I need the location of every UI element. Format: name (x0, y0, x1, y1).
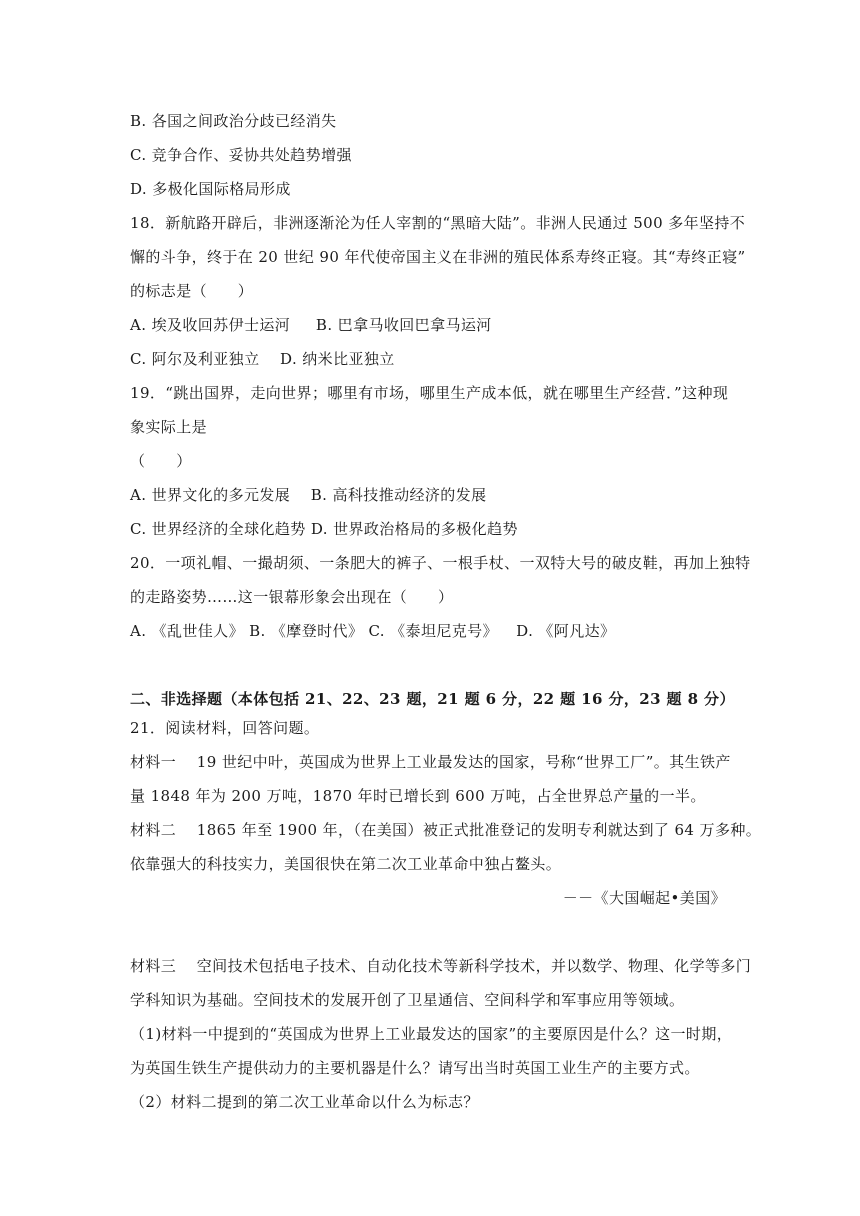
q19-stem-line-3: （ ） (130, 452, 192, 470)
material-3-line-2: 学科知识为基础。空间技术的发展开创了卫星通信、空间科学和军事应用等领域。 (130, 991, 685, 1009)
sub-question-2: （2）材料二提到的第二次工业革命以什么为标志？ (130, 1093, 479, 1111)
q18-options-ab: A. 埃及收回苏伊士运河 B. 巴拿马收回巴拿马运河 (130, 316, 492, 334)
material-3-line-1: 材料三 空间技术包括电子技术、自动化技术等新科学技术，并以数学、物理、化学等多门 (130, 957, 752, 975)
q18-options-cd: C. 阿尔及利亚独立 D. 纳米比亚独立 (130, 350, 395, 368)
q20-options: A. 《乱世佳人》 B. 《摩登时代》 C. 《泰坦尼克号》 D. 《阿凡达》 (130, 622, 616, 640)
q18-stem-line-3: 的标志是（ ） (130, 282, 254, 300)
material-1-line-2: 量 1848 年为 200 万吨，1870 年时已增长到 600 万吨，占全世界总产量的一半。 (130, 787, 706, 805)
q20-stem-line-1: 20．一项礼帽、一撮胡须、一条肥大的裤子、一根手杖、一双特大号的破皮鞋，再加上独特 (130, 554, 751, 572)
material-2-source: －－《大国崛起•美国》 (562, 889, 726, 907)
q19-stem-line-2: 象实际上是 (130, 418, 208, 436)
q18-stem-line-1: 18．新航路开辟后，非洲逐渐沦为任人宰割的“黑暗大陆”。非洲人民通过 500 多年坚持不 (130, 214, 746, 232)
sub-question-1-line-2: 为英国生铁生产提供动力的主要机器是什么？请写出当时英国工业生产的主要方式。 (130, 1059, 700, 1077)
q17-option-c: C. 竞争合作、妥协共处趋势增强 (130, 146, 352, 164)
q21-stem: 21．阅读材料，回答问题。 (130, 719, 320, 737)
q17-option-d: D. 多极化国际格局形成 (130, 180, 291, 198)
q19-stem-line-1: 19．“跳出国界，走向世界；哪里有市场，哪里生产成本低，就在哪里生产经营．”这种现 (130, 384, 729, 402)
q19-options-cd: C. 世界经济的全球化趋势 D. 世界政治格局的多极化趋势 (130, 520, 518, 538)
q19-options-ab: A. 世界文化的多元发展 B. 高科技推动经济的发展 (130, 486, 487, 504)
section-2-heading: 二、非选择题（本体包括 21、22、23 题，21 题 6 分，22 题 16 分，23 题 8 分） (130, 690, 735, 708)
material-2-line-1: 材料二 1865 年至 1900 年，（在美国）被正式批准登记的发明专利就达到了 64 万多种。 (130, 821, 762, 839)
q20-stem-line-2: 的走路姿势……这一银幕形象会出现在（ ） (130, 588, 454, 606)
material-2-line-2: 依靠强大的科技实力，美国很快在第二次工业革命中独占鳌头。 (130, 855, 562, 873)
q18-stem-line-2: 懈的斗争，终于在 20 世纪 90 年代使帝国主义在非洲的殖民体系寿终正寝。其“寿终正寝” (130, 248, 746, 266)
material-1-line-1: 材料一 19 世纪中叶，英国成为世界上工业最发达的国家，号称“世界工厂”。其生铁产 (130, 753, 731, 771)
q17-option-b: B. 各国之间政治分歧已经消失 (130, 112, 337, 130)
sub-question-1-line-1: （1)材料一中提到的“英国成为世界上工业最发达的国家”的主要原因是什么？这一时期， (130, 1025, 733, 1043)
